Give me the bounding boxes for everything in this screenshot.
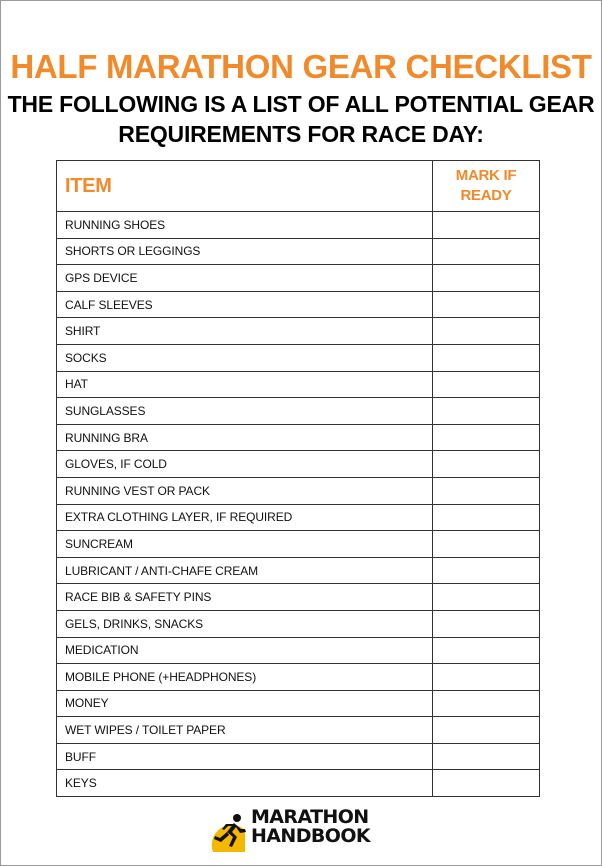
item-name: GLOVES, IF COLD xyxy=(57,451,433,478)
subtitle-line-2: REQUIREMENTS FOR RACE DAY: xyxy=(118,121,484,147)
runner-icon xyxy=(207,812,251,852)
item-column-header: ITEM xyxy=(57,161,433,212)
logo-line-1: MARATHON xyxy=(251,806,369,828)
item-name: MOBILE PHONE (+HEADPHONES) xyxy=(57,664,433,691)
subtitle-line-1: THE FOLLOWING IS A LIST OF ALL POTENTIAL GEAR xyxy=(7,91,595,117)
mark-if-ready-cell[interactable] xyxy=(433,238,540,265)
mark-if-ready-cell[interactable] xyxy=(433,717,540,744)
table-row xyxy=(57,451,540,478)
item-name: RUNNING BRA xyxy=(57,424,433,451)
page-subtitle xyxy=(0,89,602,149)
table-row xyxy=(57,398,540,425)
mark-if-ready-column-header xyxy=(433,161,540,212)
item-name: MEDICATION xyxy=(57,637,433,664)
item-name: LUBRICANT / ANTI-CHAFE CREAM xyxy=(57,557,433,584)
gear-checklist-table xyxy=(56,160,540,797)
mark-if-ready-cell[interactable] xyxy=(433,398,540,425)
table-row xyxy=(57,291,540,318)
item-name: CALF SLEEVES xyxy=(57,291,433,318)
table-row xyxy=(57,371,540,398)
item-name: HAT xyxy=(57,371,433,398)
mark-if-ready-cell[interactable] xyxy=(433,265,540,292)
mark-if-ready-cell[interactable] xyxy=(433,424,540,451)
table-row xyxy=(57,743,540,770)
mark-if-ready-cell[interactable] xyxy=(433,743,540,770)
table-row xyxy=(57,557,540,584)
table-row xyxy=(57,770,540,797)
mark-if-ready-cell[interactable] xyxy=(433,451,540,478)
item-name: SUNCREAM xyxy=(57,531,433,558)
item-name: RUNNING VEST OR PACK xyxy=(57,477,433,504)
table-row xyxy=(57,584,540,611)
item-name: KEYS xyxy=(57,770,433,797)
item-name: WET WIPES / TOILET PAPER xyxy=(57,717,433,744)
table-row xyxy=(57,504,540,531)
table-row xyxy=(57,637,540,664)
mark-header-line-2: READY xyxy=(460,187,512,204)
item-name: SHIRT xyxy=(57,318,433,345)
page-title: HALF MARATHON GEAR CHECKLIST xyxy=(10,48,592,85)
table-row xyxy=(57,344,540,371)
mark-if-ready-cell[interactable] xyxy=(433,531,540,558)
mark-if-ready-cell[interactable] xyxy=(433,637,540,664)
item-name: BUFF xyxy=(57,743,433,770)
logo-wordmark xyxy=(251,808,370,846)
mark-if-ready-cell[interactable] xyxy=(433,557,540,584)
item-name: EXTRA CLOTHING LAYER, IF REQUIRED xyxy=(57,504,433,531)
table-header-row xyxy=(57,161,540,212)
mark-if-ready-cell[interactable] xyxy=(433,371,540,398)
item-name: RACE BIB & SAFETY PINS xyxy=(57,584,433,611)
checklist-body xyxy=(57,212,540,797)
mark-if-ready-cell[interactable] xyxy=(433,690,540,717)
item-name: SUNGLASSES xyxy=(57,398,433,425)
table-row xyxy=(57,212,540,239)
item-name: SHORTS OR LEGGINGS xyxy=(57,238,433,265)
item-name: RUNNING SHOES xyxy=(57,212,433,239)
table-row xyxy=(57,531,540,558)
mark-if-ready-cell[interactable] xyxy=(433,344,540,371)
mark-if-ready-cell[interactable] xyxy=(433,664,540,691)
item-name: GELS, DRINKS, SNACKS xyxy=(57,610,433,637)
table-row xyxy=(57,477,540,504)
table-row xyxy=(57,265,540,292)
mark-if-ready-cell[interactable] xyxy=(433,291,540,318)
mark-if-ready-cell[interactable] xyxy=(433,504,540,531)
mark-if-ready-cell[interactable] xyxy=(433,584,540,611)
table-row xyxy=(57,690,540,717)
mark-header-line-1: MARK IF xyxy=(455,167,517,184)
item-name: SOCKS xyxy=(57,344,433,371)
mark-if-ready-cell[interactable] xyxy=(433,610,540,637)
mark-if-ready-cell[interactable] xyxy=(433,318,540,345)
mark-if-ready-cell[interactable] xyxy=(433,212,540,239)
item-name: GPS DEVICE xyxy=(57,265,433,292)
table-row xyxy=(57,318,540,345)
table-row xyxy=(57,610,540,637)
item-name: MONEY xyxy=(57,690,433,717)
table-row xyxy=(57,238,540,265)
table-row xyxy=(57,424,540,451)
table-row xyxy=(57,664,540,691)
logo-line-2: HANDBOOK xyxy=(251,825,370,847)
marathon-handbook-logo xyxy=(207,808,397,852)
mark-if-ready-cell[interactable] xyxy=(433,770,540,797)
table-row xyxy=(57,717,540,744)
mark-if-ready-cell[interactable] xyxy=(433,477,540,504)
